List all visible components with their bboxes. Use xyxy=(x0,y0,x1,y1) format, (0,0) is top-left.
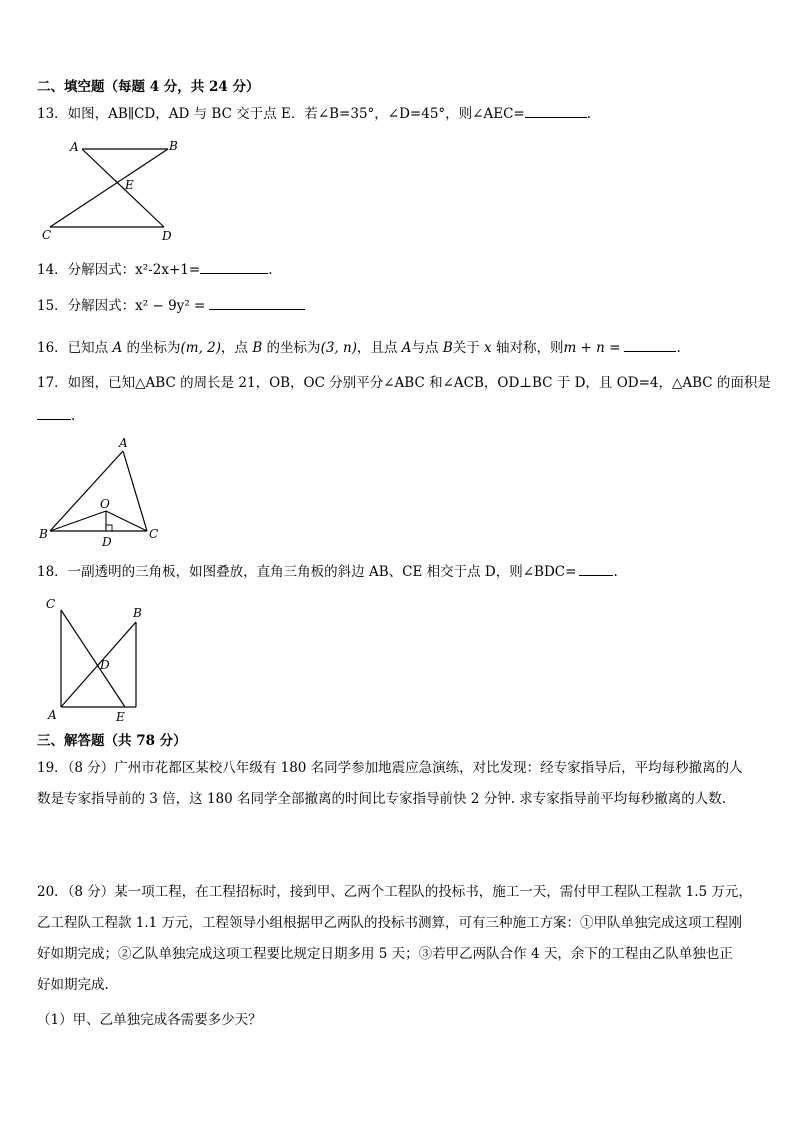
question-14-end: . xyxy=(268,262,273,278)
q16-point-a: A xyxy=(112,340,123,356)
right-angle-mark xyxy=(106,525,112,531)
question-16 xyxy=(37,337,681,358)
q16-text-8: 轴对称，则 xyxy=(491,340,564,356)
q16-text-3: ，点 xyxy=(221,340,253,356)
question-14 xyxy=(37,259,272,280)
point-label-e: E xyxy=(125,178,134,192)
figure-q18 xyxy=(36,592,156,724)
question-18-text: 18．一副透明的三角板，如图叠放，直角三角板的斜边 AB、CE 相交于点 D，则∠BDC= xyxy=(37,564,577,580)
question-13-end: . xyxy=(586,106,592,122)
answer-blank xyxy=(200,259,268,274)
answer-blank xyxy=(579,561,613,576)
figure-q17 xyxy=(36,434,166,550)
q16-text-6: 与点 xyxy=(411,340,443,356)
point-label-b: B xyxy=(169,139,178,153)
q16-coord-b: (3, n) xyxy=(320,340,357,356)
answer-blank xyxy=(624,337,676,352)
q16-text-5: ，且点 xyxy=(356,340,402,356)
q16-point-a-2: A xyxy=(401,340,412,356)
question-20-line-3: 好如期完成；②乙队单独完成这项工程要比规定日期多用 5 天；③若甲乙两队合作 4 天，余下的工程由乙队单独也正 xyxy=(37,946,733,962)
question-17-end: . xyxy=(71,408,76,424)
q16-point-b: B xyxy=(252,340,263,356)
point-label-d: D xyxy=(102,535,112,549)
segment-ab xyxy=(50,451,123,531)
question-13 xyxy=(37,103,591,124)
segment-ac xyxy=(123,451,147,531)
question-20-line-2: 乙工程队工程款 1.1 万元，工程领导小组根据甲乙两队的投标书测算，可有三种施工方案：①甲队单独完成这项工程刚 xyxy=(37,915,743,931)
point-label-a: A xyxy=(70,140,79,154)
question-15 xyxy=(37,295,305,316)
segment-ce xyxy=(61,610,125,707)
point-label-b: B xyxy=(133,606,142,620)
point-label-o: O xyxy=(100,497,110,511)
q16-axis-x: x xyxy=(484,340,492,356)
question-20-line-1: 20．（8 分）某一项工程，在工程招标时，接到甲、乙两个工程队的投标书，施工一天，需付甲工程队工程款 1.5 万元， xyxy=(37,884,752,900)
section-title-fill-in: 二、填空题（每题 4 分，共 24 分） xyxy=(37,79,260,95)
question-19-line-2: 数是专家指导前的 3 倍，这 180 名同学全部撤离的时间比专家指导前快 2 分钟. 求专家指导前平均每秒撤离的人数. xyxy=(37,791,727,807)
q16-text-2: 的坐标为 xyxy=(122,340,181,356)
segment-ad xyxy=(82,149,164,227)
q16-point-b-2: B xyxy=(442,340,453,356)
point-label-e: E xyxy=(116,710,125,724)
question-17-line-2 xyxy=(37,405,75,426)
answer-blank xyxy=(525,103,587,118)
figure-q13 xyxy=(36,134,186,244)
answer-blank xyxy=(37,405,71,420)
point-label-d: D xyxy=(100,658,110,672)
question-18-end: . xyxy=(613,564,618,580)
question-20-line-4: 好如期完成. xyxy=(37,977,109,993)
question-15-text: 15．分解因式：x² − 9y² = xyxy=(37,298,206,314)
point-label-d: D xyxy=(162,229,172,243)
point-label-c: C xyxy=(46,597,56,611)
section-title-problems: 三、解答题（共 78 分） xyxy=(37,733,187,749)
point-label-c: C xyxy=(42,228,52,242)
question-18 xyxy=(37,561,618,582)
point-label-a: A xyxy=(119,436,128,450)
q16-coord-a: (m, 2) xyxy=(180,340,222,356)
q16-text-7: 关于 xyxy=(452,340,485,356)
q16-text-1: 16．已知点 xyxy=(37,340,113,356)
question-20-sub-1: （1）甲、乙单独完成各需要多少天？ xyxy=(37,1012,262,1028)
q16-expression: m + n = xyxy=(563,340,621,356)
point-label-c: C xyxy=(149,527,159,541)
question-14-text: 14．分解因式：x²-2x+1= xyxy=(37,262,201,278)
question-19-line-1: 19．（8 分）广州市花都区某校八年级有 180 名同学参加地震应急演练，对比发现：经专家指导后，平均每秒撤离的人 xyxy=(37,760,743,776)
q16-end: . xyxy=(676,340,681,356)
point-label-b: B xyxy=(39,527,48,541)
segment-bc xyxy=(50,149,168,227)
q16-text-4: 的坐标为 xyxy=(262,340,321,356)
point-label-a: A xyxy=(48,708,57,722)
question-13-text: 13．如图，AB∥CD，AD 与 BC 交于点 E．若∠B=35°，∠D=45°，则∠AEC= xyxy=(37,106,525,122)
question-17: 17．如图，已知△ABC 的周长是 21，OB，OC 分别平分∠ABC 和∠ACB，OD⊥BC 于 D，且 OD=4，△ABC 的面积是 xyxy=(37,375,771,391)
answer-blank xyxy=(209,295,305,310)
segment-ab xyxy=(61,622,136,707)
